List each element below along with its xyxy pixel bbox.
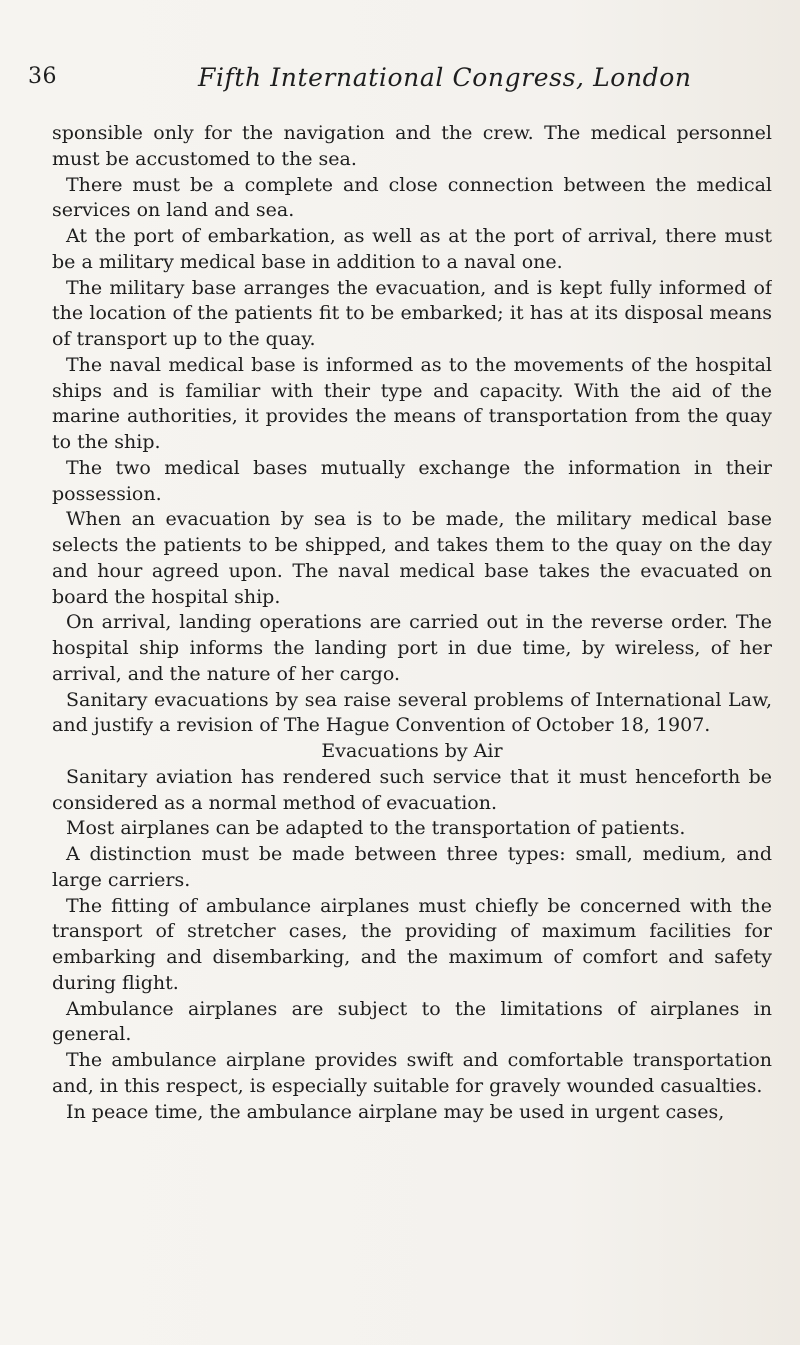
paragraph: At the port of embarkation, as well as at the port of arrival, there must be a military medical base in addition to a naval one. (52, 225, 772, 273)
paragraph: The fitting of ambulance airplanes must chiefly be concerned with the transport of stretcher cases, the providing of maximum facilities for embarking and disembarking, and the maximum of comfort and safety during flight. (52, 894, 772, 994)
body-text (52, 121, 772, 1331)
page-header (28, 64, 768, 104)
page-number: 36 (28, 64, 57, 89)
paragraph: A distinction must be made between three types: small, medium, and large carriers. (52, 843, 772, 891)
paragraph: Ambulance airplanes are subject to the limitations of airplanes in general. (52, 997, 772, 1046)
paragraph: The ambulance airplane provides swift and comfortable transportation and, in this respect, is especially suitable for gravely wounded casualties. (52, 1049, 772, 1097)
section-heading: Evacuations by Air (321, 740, 503, 762)
paragraph: In peace time, the ambulance airplane may be used in urgent cases, (66, 1100, 725, 1123)
paragraph: The naval medical base is informed as to the movements of the hospital ships and is familiar with their type and capacity. With the aid of the marine authorities, it provides the means of transportation from the quay to the ship. (52, 353, 772, 453)
paragraph: Sanitary aviation has rendered such service that it must henceforth be considered as a normal method of evacuation. (52, 765, 772, 814)
running-title: Fifth International Congress, London (198, 63, 692, 92)
paragraph: There must be a complete and close connection between the medical services on land and sea. (52, 173, 772, 222)
paragraph: sponsible only for the navigation and the crew. The medical personnel must be accustomed to the sea. (52, 122, 772, 170)
paragraph: The two medical bases mutually exchange the information in their possession. (52, 456, 772, 505)
paragraph: Most airplanes can be adapted to the transportation of patients. (66, 817, 686, 840)
paragraph: Sanitary evacuations by sea raise several problems of International Law, and justify a revision of The Hague Convention of October 18, 1907. (52, 688, 772, 737)
paragraph: On arrival, landing operations are carried out in the reverse order. The hospital ship informs the landing port in due time, by wireless, of her arrival, and the nature of her cargo. (52, 611, 772, 685)
paragraph: The military base arranges the evacuation, and is kept fully informed of the location of the patients fit to be embarked; it has at its disposal means of transport up to the quay. (52, 276, 772, 350)
paragraph: When an evacuation by sea is to be made, the military medical base selects the patients to be shipped, and takes them to the quay on the day and hour agreed upon. The naval medical base takes the evacuated on board the hospital ship. (52, 508, 772, 608)
